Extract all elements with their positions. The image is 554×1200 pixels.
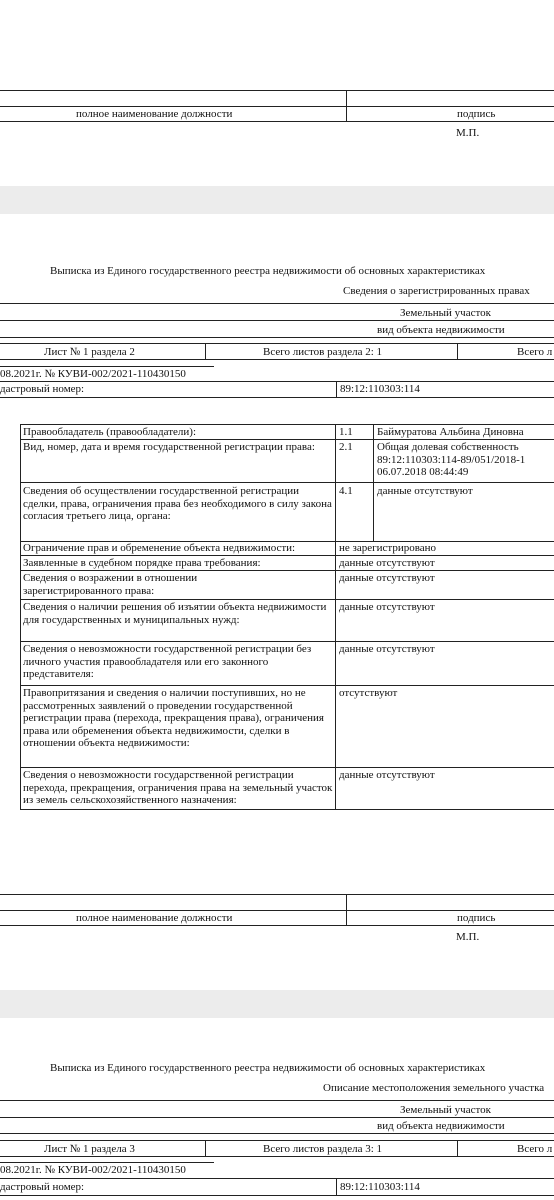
row-number: 4.1: [339, 485, 353, 497]
row-border: [20, 439, 554, 440]
section-sheet-count: Всего листов раздела 2: 1: [263, 346, 383, 358]
cadastral-label: дастровый номер:: [0, 1181, 85, 1193]
row-value: не зарегистрировано: [339, 542, 437, 554]
cell-divider: [205, 1140, 206, 1156]
cell-divider: [457, 343, 458, 359]
row-border: [20, 570, 554, 571]
signature-caption: подпись: [457, 108, 496, 120]
rule: [0, 337, 554, 338]
total-sheet-count: Всего л: [517, 1143, 553, 1155]
row-value: данные отсутствуют: [339, 601, 435, 613]
total-sheet-count: Всего л: [517, 346, 553, 358]
row-label: Правообладатель (правообладатели):: [23, 426, 197, 438]
row-label: Сведения о наличии решения об изъятии объекта недвижимости для государственных и муниципальных нужд:: [23, 601, 327, 626]
rule: [0, 366, 214, 367]
rule: [0, 343, 554, 344]
row-value: Общая долевая собственность 89:12:110303:114-89/051/2018-1 06.07.2018 08:44:49: [377, 441, 526, 478]
row-value: данные отсутствуют: [339, 557, 435, 569]
row-border: [20, 641, 554, 642]
sign-divider: [346, 894, 347, 925]
cell-divider: [457, 1140, 458, 1156]
position-caption: полное наименование должности: [76, 912, 233, 924]
document-number: 08.2021г. № КУВИ-002/2021-110430150: [0, 1164, 186, 1176]
rule: [0, 1140, 554, 1141]
cadastral-number: 89:12:110303:114: [340, 383, 420, 395]
sign-line-mid: [0, 106, 554, 107]
rule: [0, 359, 554, 360]
object-type: Земельный участок: [400, 1104, 491, 1116]
document-title: Выписка из Единого государственного реестра недвижимости об основных характеристиках: [50, 265, 486, 277]
sign-line-bottom: [0, 925, 554, 926]
sign-divider: [346, 90, 347, 121]
rule: [0, 1133, 554, 1134]
signature-caption: подпись: [457, 912, 496, 924]
row-border: [20, 424, 554, 425]
row-border: [20, 685, 554, 686]
position-caption: полное наименование должности: [76, 108, 233, 120]
section-title: Описание местоположения земельного участка: [323, 1082, 545, 1094]
cadastral-number: 89:12:110303:114: [340, 1181, 420, 1193]
row-label: Правопритязания и сведения о наличии поступивших, но не рассмотренных заявлений о проведении государственной регистрации права (перехода, прекращения права), ограничения права или обременения объекта недвижимости, сделки в отношении объекта недвижимости:: [23, 687, 324, 749]
row-value: данные отсутствуют: [339, 643, 435, 655]
document-number: 08.2021г. № КУВИ-002/2021-110430150: [0, 368, 186, 380]
rule: [0, 1117, 554, 1118]
row-number: 1.1: [339, 426, 353, 438]
row-border: [20, 482, 554, 483]
row-border: [20, 767, 554, 768]
page-gap: [0, 186, 554, 214]
row-value: данные отсутствуют: [339, 769, 435, 781]
page-gap: [0, 990, 554, 1018]
stamp-caption: М.П.: [456, 931, 480, 943]
row-label: Сведения о невозможности государственной регистрации перехода, прекращения, ограничения права на земельный участок из земель сельскохозяйственного назначения:: [23, 769, 333, 806]
sign-line-mid: [0, 910, 554, 911]
row-value: данные отсутствуют: [339, 572, 435, 584]
row-label: Вид, номер, дата и время государственной регистрации права:: [23, 441, 315, 453]
object-type-caption: вид объекта недвижимости: [377, 1120, 505, 1132]
rule: [0, 303, 554, 304]
row-value: Баймуратова Альбина Диновна: [377, 426, 524, 438]
row-value: данные отсутствуют: [377, 485, 473, 497]
stamp-caption: М.П.: [456, 127, 480, 139]
section-title: Сведения о зарегистрированных правах: [343, 285, 530, 297]
sign-line-top: [0, 90, 554, 91]
row-label: Заявленные в судебном порядке права требования:: [23, 557, 261, 569]
object-type: Земельный участок: [400, 307, 491, 319]
row-label: Ограничение прав и обременение объекта недвижимости:: [23, 542, 296, 554]
section-sheet-count: Всего листов раздела 3: 1: [263, 1143, 383, 1155]
cadastral-label: дастровый номер:: [0, 383, 85, 395]
sign-line-top: [0, 894, 554, 895]
row-border: [20, 809, 554, 810]
document-title: Выписка из Единого государственного реестра недвижимости об основных характеристиках: [50, 1062, 486, 1074]
sign-line-bottom: [0, 121, 554, 122]
row-label: Сведения о возражении в отношении зарегистрированного права:: [23, 572, 198, 597]
sheet-label: Лист № 1 раздела 2: [44, 346, 135, 358]
rule: [0, 320, 554, 321]
row-border: [20, 599, 554, 600]
row-value: отсутствуют: [339, 687, 398, 699]
rule: [0, 397, 554, 398]
rule: [0, 1156, 554, 1157]
row-label: Сведения об осуществлении государственной регистрации сделки, права, ограничения права без необходимого в силу закона согласия третьего лица, органа:: [23, 485, 332, 522]
rule: [0, 1195, 554, 1196]
rights-table: [0, 424, 554, 809]
rule: [0, 1162, 214, 1163]
cell-divider: [205, 343, 206, 359]
object-type-caption: вид объекта недвижимости: [377, 324, 505, 336]
row-border: [20, 555, 554, 556]
row-number: 2.1: [339, 441, 353, 453]
row-label: Сведения о невозможности государственной регистрации без личного участия правообладателя или его законного представителя:: [23, 643, 312, 680]
rule: [0, 1100, 554, 1101]
sheet-label: Лист № 1 раздела 3: [44, 1143, 135, 1155]
